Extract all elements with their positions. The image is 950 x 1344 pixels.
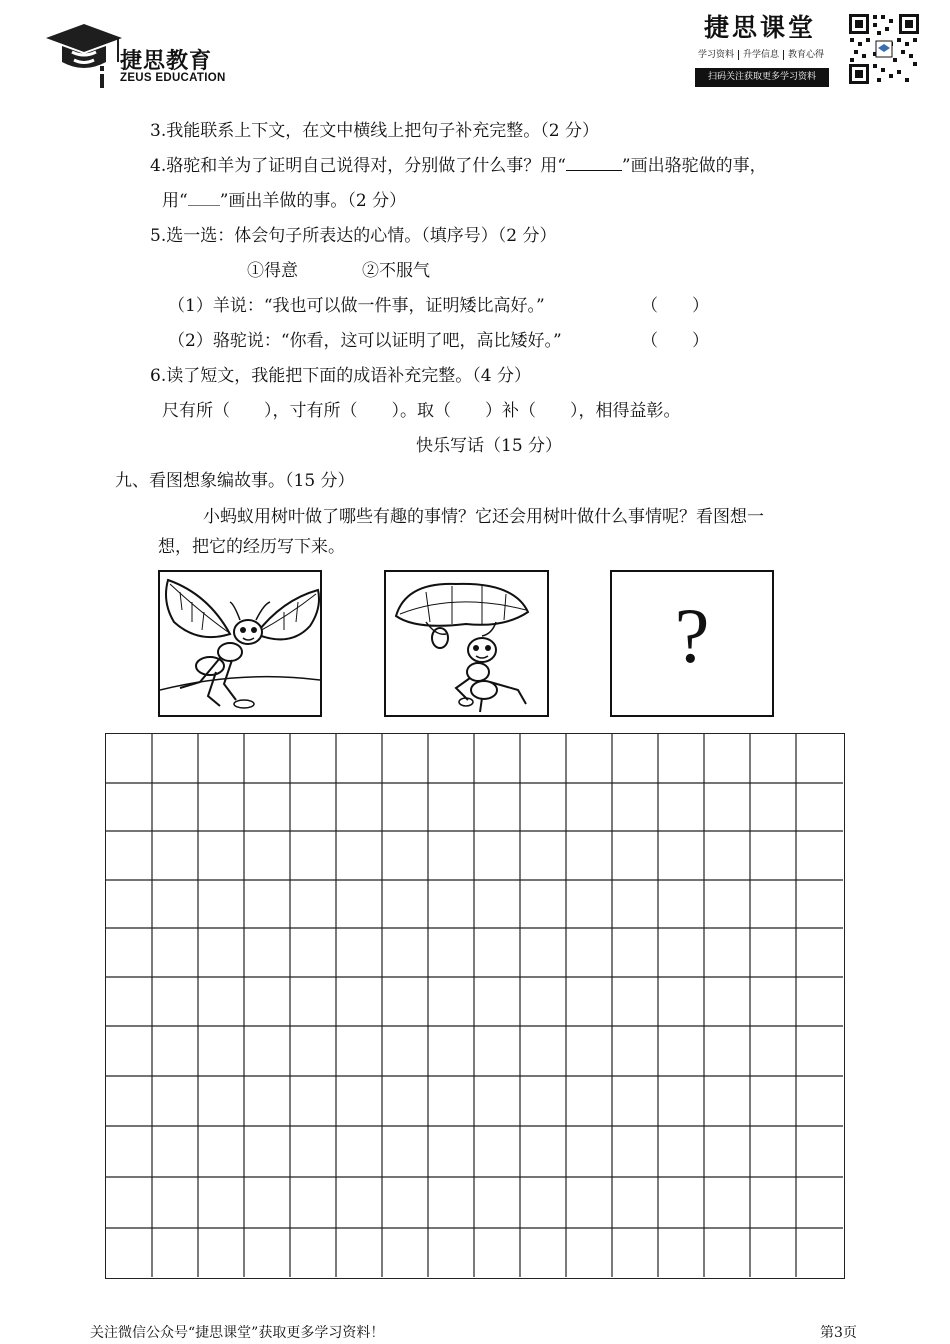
footer-note: 关注微信公众号“捷思课堂”获取更多学习资料！ [90, 1325, 385, 1341]
question-4-text-a: 4.骆驼和羊为了证明自己说得对，分别做了什么事？用“ [150, 156, 566, 176]
question-9-title: 九、看图想象编故事。（15 分） [115, 471, 355, 491]
scan-banner: 扫码关注获取更多学习资料 [695, 68, 829, 87]
page-number: 第3页 [820, 1325, 857, 1341]
graduation-cap-icon [44, 22, 124, 88]
question-9-desc-2: 想，把它的经历写下来。 [158, 537, 345, 557]
writing-grid-lines [106, 734, 843, 1277]
question-4-text-b: ”画出骆驼做的事， [621, 156, 767, 176]
wavy-underline-mark [188, 194, 220, 206]
qr-code-icon[interactable] [847, 12, 921, 86]
brand-tags [694, 47, 828, 60]
question-6: 6.读了短文，我能把下面的成语补充完整。（4 分） [150, 366, 531, 386]
section-title: 快乐写话（15 分） [416, 436, 563, 456]
question-4-line2 [162, 190, 406, 212]
idiom-fill-line[interactable]: 尺有所（ ），寸有所（ ）。取（ ）补（ ），相得益彰。 [162, 401, 681, 421]
question-mark: ? [674, 592, 710, 679]
logo-cn: 捷思教育 [120, 49, 213, 74]
answer-blank-2[interactable]: （ ） [641, 331, 709, 351]
question-5: 5.选一选：体会句子所表达的心情。（填序号）（2 分） [150, 226, 557, 246]
question-4-text-d: ”画出羊做的事。（2 分） [219, 191, 407, 211]
tag: 教育心得 [788, 50, 825, 60]
logo [44, 22, 244, 92]
ant-with-leaf-parachute-icon [386, 572, 547, 715]
logo-en: ZEUS EDUCATION [120, 72, 226, 84]
tag: 学习资料 [694, 50, 739, 60]
option-2: ②不服气 [362, 261, 430, 281]
option-1: ①得意 [247, 261, 298, 281]
solid-underline-mark [566, 156, 622, 171]
tag: 升学信息 [739, 50, 784, 60]
question-5-item-2: （2）骆驼说：“你看，这可以证明了吧，高比矮好。” [168, 331, 562, 351]
picture-ant-leaf-umbrella [384, 570, 549, 717]
brand-title: 捷思课堂 [704, 13, 817, 42]
picture-ant-leaf-wings [158, 570, 322, 717]
question-4-line1 [150, 155, 767, 177]
picture-question-mark [610, 570, 774, 717]
question-9-desc-1: 小蚂蚁用树叶做了哪些有趣的事情？它还会用树叶做什么事情呢？看图想一 [203, 507, 764, 527]
question-3: 3.我能联系上下文，在文中横线上把句子补充完整。（2 分） [150, 121, 599, 141]
question-4-text-c: 用“ [162, 191, 188, 211]
question-5-item-1: （1）羊说：“我也可以做一件事，证明矮比高好。” [168, 296, 545, 316]
ant-with-leaf-wings-icon [160, 572, 320, 715]
answer-blank-1[interactable]: （ ） [641, 296, 709, 316]
writing-grid[interactable] [105, 733, 845, 1279]
